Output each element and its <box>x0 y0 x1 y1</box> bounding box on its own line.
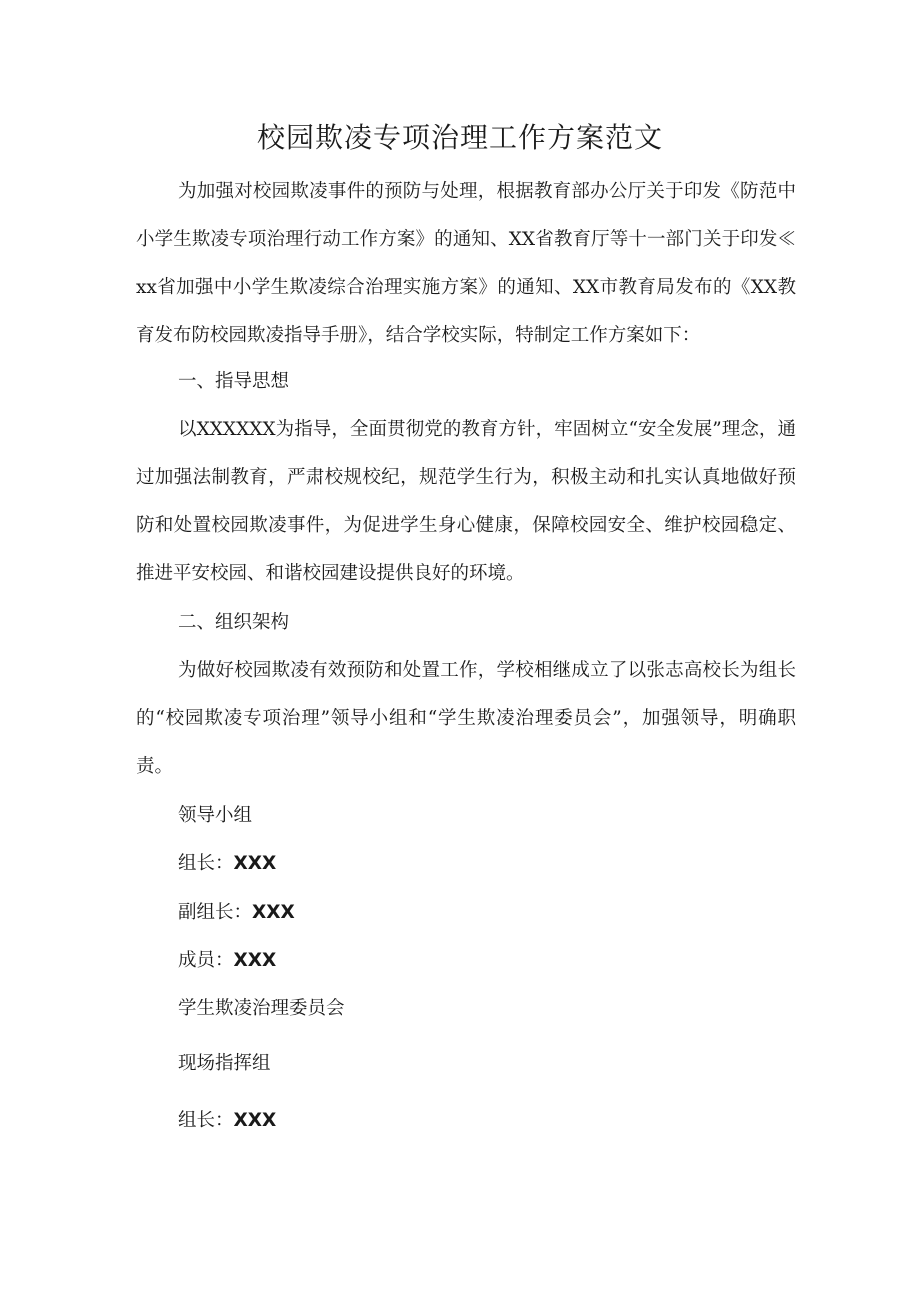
onsite-leader-value: XXX <box>233 1110 277 1131</box>
intro-paragraph: 为加强对校园欺凌事件的预防与处理，根据教育部办公厅关于印发《防范中小学生欺凌专项治理行动工作方案》的通知、XX省教育厅等十一部门关于印发≪xx省加强中小学生欺凌综合治理实施方案》的通知、XX市教育局发布的《XX教育发布防校园欺凌指导手册》，结合学校实际，特制定工作方案如下： <box>136 181 796 346</box>
deputy-line <box>178 898 295 928</box>
section1-paragraph: 以XXXXXX为指导，全面贯彻党的教育方针，牢固树立“安全发展”理念，通过加强法制教育，严肃校规校纪，规范学生行为，积极主动和扎实认真地做好预防和处置校园欺凌事件，为促进学生身心健康，保障校园安全、维护校园稳定、推进平安校园、和谐校园建设提供良好的环境。 <box>136 419 796 584</box>
onsite-group-label: 现场指挥组 <box>178 1053 271 1074</box>
section1-heading: 一、指导思想 <box>178 371 290 392</box>
deputy-value: XXX <box>252 902 295 923</box>
document-title: 校园欺凌专项治理工作方案范文 <box>256 121 663 154</box>
onsite-leader-line <box>178 1106 276 1136</box>
deputy-label: 副组长： <box>178 902 253 923</box>
leader-value: XXX <box>233 853 277 874</box>
onsite-leader-label: 组长： <box>178 1110 234 1131</box>
section2-paragraph: 为做好校园欺凌有效预防和处置工作，学校相继成立了以张志高校长为组长的“校园欺凌专项治理”领导小组和“学生欺凌治理委员会”，加强领导，明确职责。 <box>136 660 796 777</box>
committee-label: 学生欺凌治理委员会 <box>178 998 345 1019</box>
member-label: 成员： <box>178 950 234 971</box>
leader-label: 组长： <box>178 853 234 874</box>
leader-line <box>178 849 276 879</box>
leading-group-label: 领导小组 <box>178 805 253 826</box>
member-value: XXX <box>233 950 277 971</box>
section2-heading: 二、组织架构 <box>178 612 290 633</box>
member-line <box>178 946 276 976</box>
